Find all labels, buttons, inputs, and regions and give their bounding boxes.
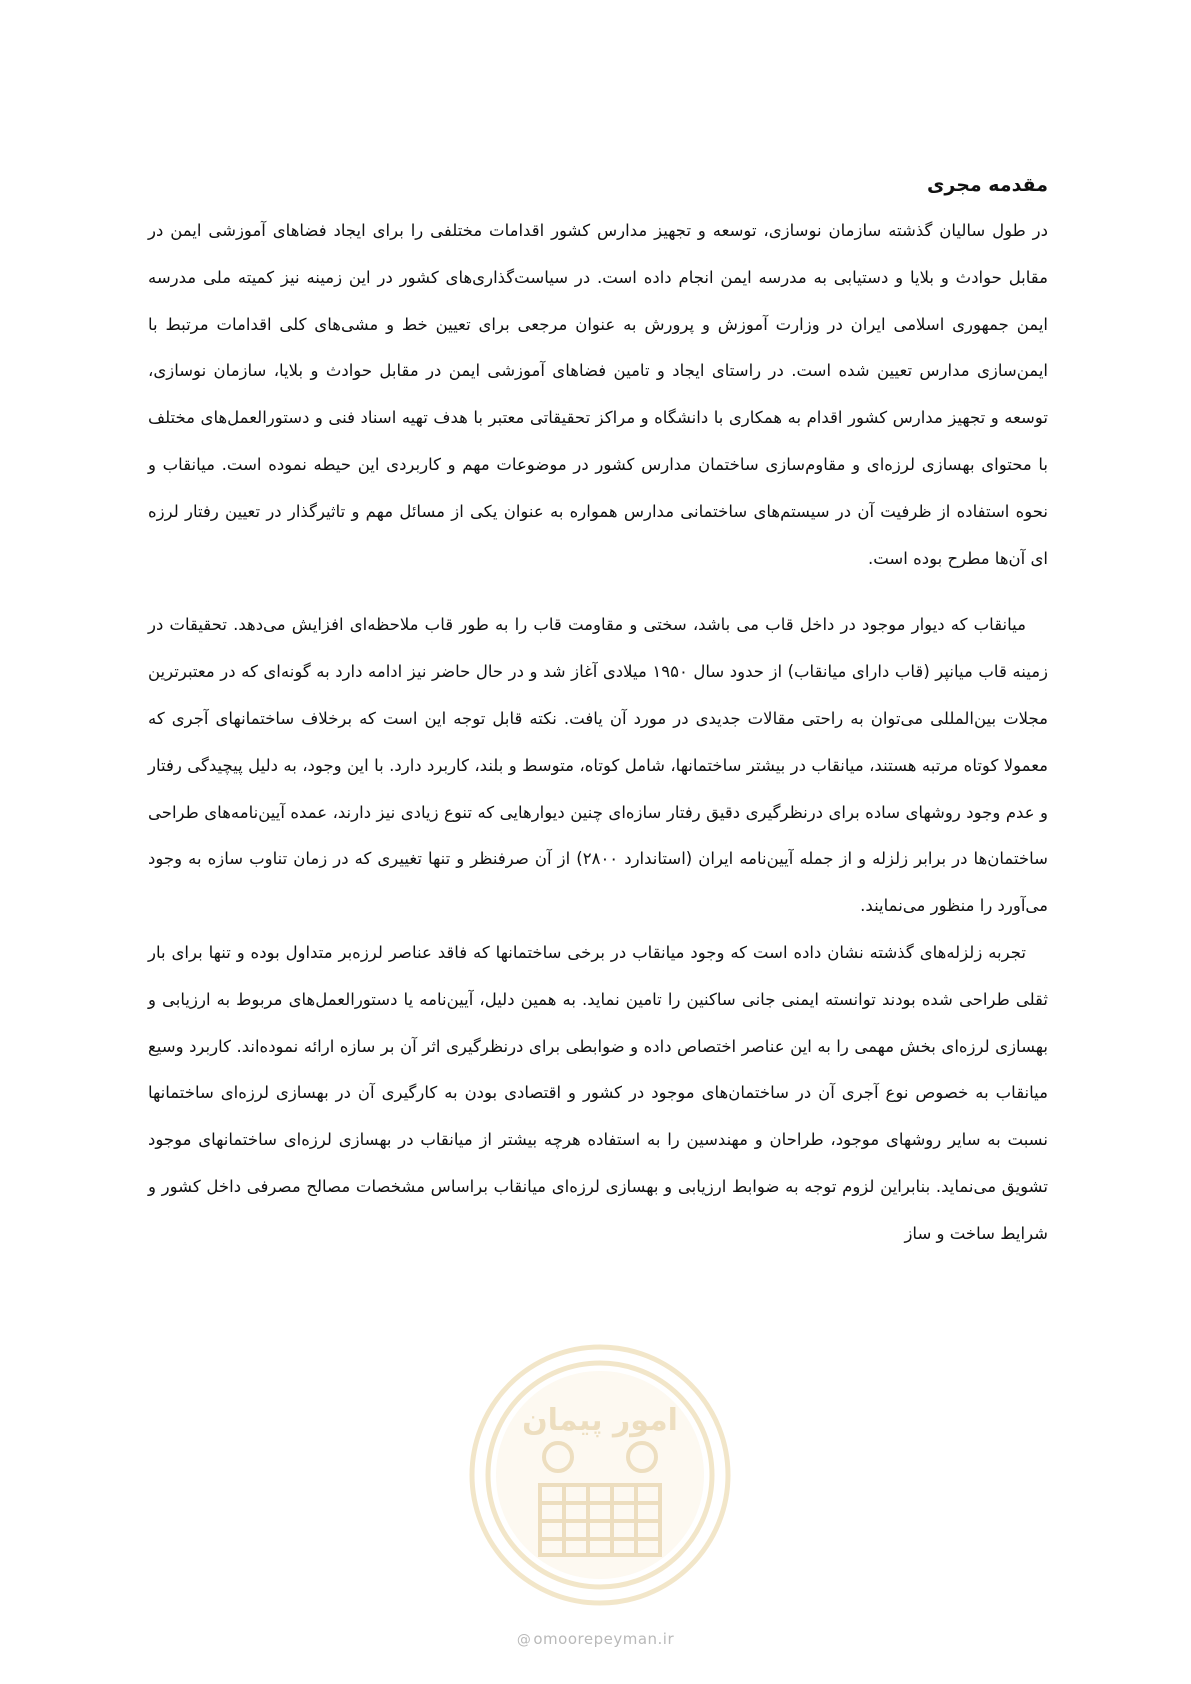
paragraph-3: تجربه زلزله‌های گذشته نشان داده است که وجود میانقاب در برخی ساختمانها که فاقد عناصر لرزه‌بر متداول بوده و تنها برای بار ثقلی طراحی شده بودند توانسته ایمنی جانی ساکنین را تامین نماید. به همین دلیل، آیین‌نامه یا دستورالعمل‌های مربوط به ارزیابی و بهسازی لرزه‌ای بخش مهمی را به این عناصر اختصاص داده و ضوابطی برای درنظرگیری اثر آن بر سازه ارائه نموده‌اند. کاربرد وسیع میانقاب به خصوص نوع آجری آن در ساختمان‌های موجود در کشور و اقتصادی بودن به کارگیری آن در بهسازی لرزه‌ای ساختمانها نسبت به سایر روشهای موجود، طراحان و مهندسین را به استفاده هرچه بیشتر از میانقاب در بهسازی لرزه‌ای ساختمانهای موجود تشویق می‌نماید. بنابراین لزوم توجه به ضوابط ارزیابی و بهسازی لرزه‌ای میانقاب براساس مشخصات مصالح مصرفی داخل کشور و شرایط ساخت و ساز: [148, 942, 1048, 1243]
watermark-logo: [460, 1335, 740, 1615]
section-heading: مقدمه مجری: [926, 174, 1048, 196]
footer-url-text: omoorepeyman.ir: [533, 1630, 675, 1648]
paragraph-1: در طول سالیان گذشته سازمان نوسازی، توسعه و تجهیز مدارس کشور اقدامات مختلفی را برای ایجاد فضاهای آموزشی ایمن در مقابل حوادث و بلایا و دستیابی به مدرسه ایمن انجام داده است. در سیاست‌گذاری‌های کشور در این زمینه نیز کمیته ملی مدرسه ایمن جمهوری اسلامی ایران در وزارت آموزش و پرورش به عنوان مرجعی برای تعیین خط و مشی‌های کلی اقدامات مرتبط با ایمن‌سازی مدارس تعیین شده است. در راستای ایجاد و تامین فضاهای آموزشی ایمن در مقابل حوادث و بلایا، سازمان نوسازی، توسعه و تجهیز مدارس کشور اقدام به همکاری با دانشگاه و مراکز تحقیقاتی معتبر با هدف تهیه اسناد فنی و دستورالعمل‌های مختلف با محتوای بهسازی لرزه‌ای و مقاوم‌سازی ساختمان مدارس کشور در موضوعات مهم و کاربردی این حیطه نموده است. میانقاب و نحوه استفاده از ظرفیت آن در سیستم‌های ساختمانی مدارس همواره به عنوان یکی از مسائل مهم و تاثیرگذار در تعیین رفتار لرزه ای آن‌ها مطرح بوده است.: [148, 221, 1048, 568]
document-body: [148, 168, 1048, 1258]
at-icon: @: [516, 1632, 532, 1648]
watermark-logo-text: امور پیمان: [522, 1403, 678, 1438]
paragraph-2: میانقاب که دیوار موجود در داخل قاب می باشد، سختی و مقاومت قاب را به طور قاب ملاحظه‌ای افزایش می‌دهد. تحقیقات در زمینه قاب میانپر (قاب دارای میانقاب) از حدود سال ۱۹۵۰ میلادی آغاز شد و در حال حاضر نیز ادامه دارد به گونه‌ای که در معتبرترین مجلات بین‌المللی می‌توان به راحتی مقالات جدیدی در مورد آن یافت. نکته قابل توجه این است که برخلاف ساختمانهای آجری که معمولا کوتاه مرتبه هستند، میانقاب در بیشتر ساختمانها، شامل کوتاه، متوسط و بلند، کاربرد دارد. با این وجود، به دلیل پیچیدگی رفتار و عدم وجود روشهای ساده برای درنظرگیری دقیق رفتار سازه‌ای چنین دیوارهایی که تنوع زیادی نیز دارند، عمده آیین‌نامه‌های طراحی ساختمان‌ها در برابر زلزله و از جمله آیین‌نامه ایران (استاندارد ۲۸۰۰) از آن صرفنظر و تنها تغییری که در زمان تناوب سازه به وجود می‌آورد را منظور می‌نمایند.: [148, 615, 1048, 916]
footer-website: [0, 1630, 1191, 1648]
